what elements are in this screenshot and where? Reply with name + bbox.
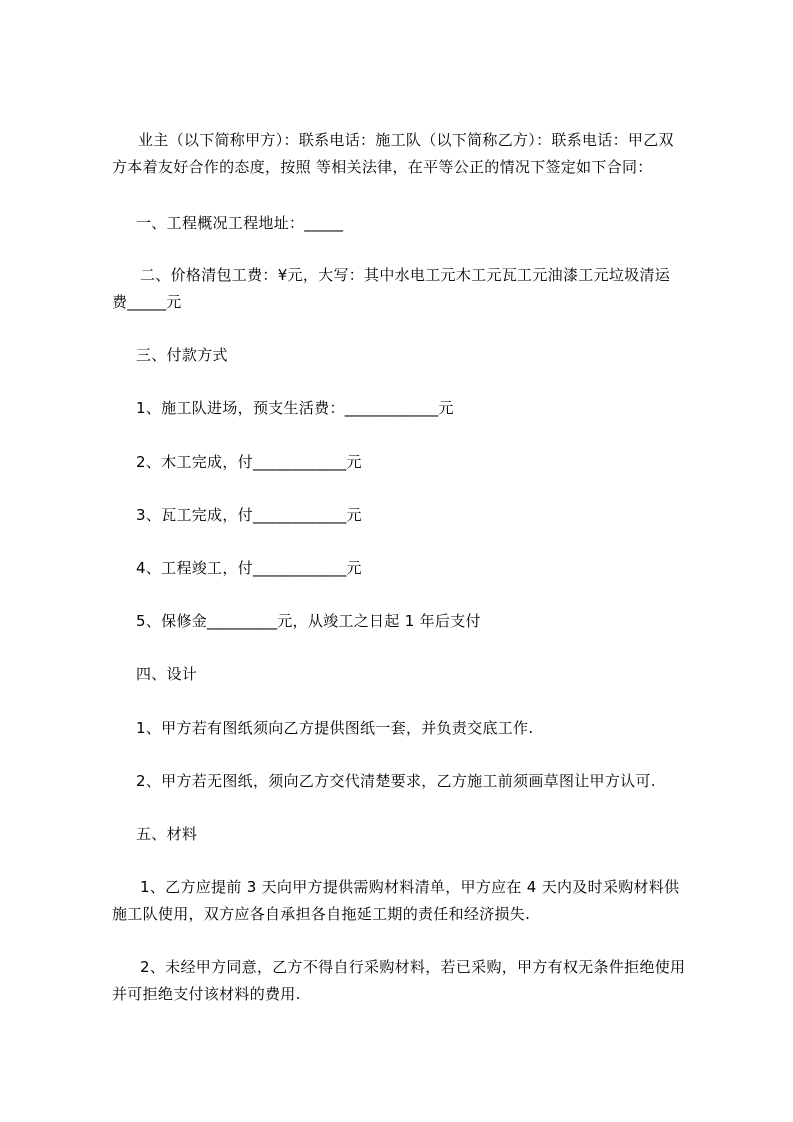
intro-line-1: 业主（以下简称甲方）：联系电话：施工队（以下简称乙方）：联系电话：甲乙双 [138,131,674,149]
section-2-price-line-1: 二、价格清包工费：¥元，大写：其中水电工元木工元瓦工元油漆工元垃圾清运 [140,266,671,284]
section-4-heading: 四、设计 [136,665,198,683]
material-item-1-line-2: 施工队使用，双方应各自承担各自拖延工期的责任和经济损失. [112,905,531,923]
payment-item-3: 3、瓦工完成，付____________元 [136,506,362,524]
design-item-2: 2、甲方若无图纸，须向乙方交代清楚要求，乙方施工前须画草图让甲方认可. [136,772,656,790]
material-item-1-line-1: 1、乙方应提前 3 天向甲方提供需购材料清单，甲方应在 4 天内及时采购材料供 [140,878,680,896]
payment-item-5: 5、保修金_________元，从竣工之日起 1 年后支付 [136,612,481,630]
material-item-2-line-1: 2、未经甲方同意，乙方不得自行采购材料，若已采购，甲方有权无条件拒绝使用 [140,958,686,976]
design-item-1: 1、甲方若有图纸须向乙方提供图纸一套，并负责交底工作. [136,719,534,737]
payment-item-1: 1、施工队进场，预支生活费：____________元 [136,399,454,417]
section-1-project-address: 一、工程概况工程地址：_____ [136,214,344,232]
section-3-heading: 三、付款方式 [136,346,228,364]
intro-line-2: 方本着友好合作的态度，按照 等相关法律，在平等公正的情况下签定如下合同： [112,158,653,176]
material-item-2-line-2: 并可拒绝支付该材料的费用. [112,985,301,1003]
section-5-heading: 五、材料 [136,825,198,843]
payment-item-2: 2、木工完成，付____________元 [136,453,362,471]
section-2-price-line-2: 费_____元 [112,293,182,311]
payment-item-4: 4、工程竣工，付____________元 [136,559,362,577]
